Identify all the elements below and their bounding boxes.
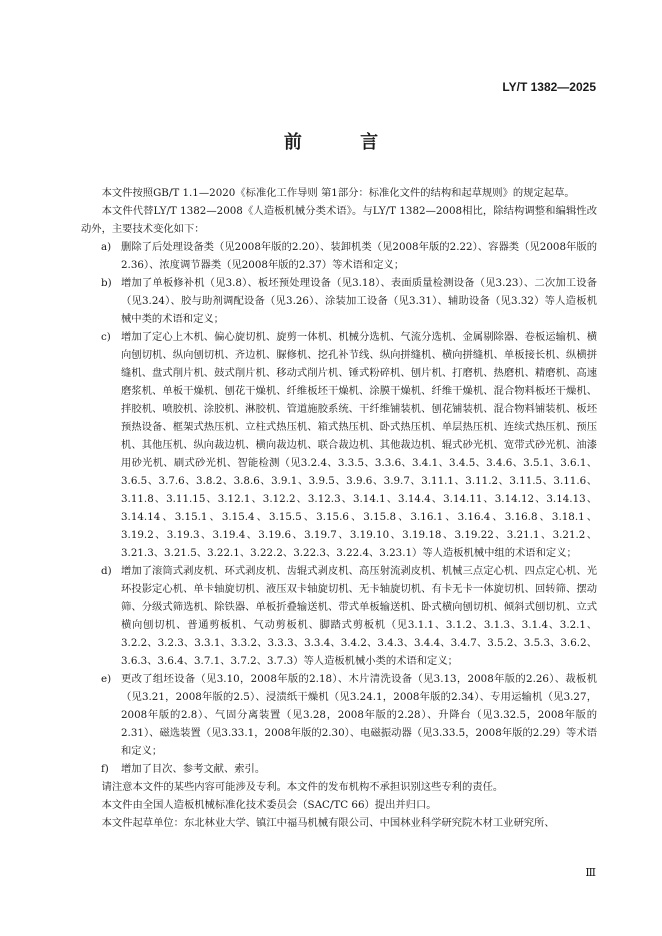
change-item: [81, 562, 597, 670]
paragraph-patent-notice: 请注意本文件的某些内容可能涉及专利。本文件的发布机构不承担识别这些专利的责任。: [101, 781, 504, 793]
change-item: [81, 274, 597, 328]
change-item: [81, 760, 597, 778]
change-item: [81, 670, 597, 760]
change-item-marker: d): [101, 565, 112, 577]
change-item-marker: e): [101, 673, 112, 685]
change-item: [81, 328, 597, 562]
change-item-text: 增加了单板修补机（见3.8）、板坯预处理设备（见3.18）、表面质量检测设备（见3.23）、二次加工设备（见3.24）、胶与助剂调配设备（见3.26）、涂装加工设备（见3.31）、辅助设备（见3.32）等人造板机械中类的术语和定义；: [121, 277, 597, 325]
paragraph-scope: 本文件按照GB/T 1.1—2020《标准化工作导则 第1部分：标准化文件的结构和起草规则》的规定起草。: [101, 187, 575, 199]
change-item-text: 增加了滚筒式剥皮机、环式剥皮机、齿辊式剥皮机、高压射流剥皮机、机械三点定心机、四点定心机、光环投影定心机、单卡轴旋切机、液压双卡轴旋切机、无卡轴旋切机、有卡无卡一体旋切机、回转筛、摆动筛、分级式筛选机、除铁器、单板折叠输送机、带式单板输送机、卧式横向刨切机、倾斜式刨切机、立式横向刨切机、普通剪板机、气动剪板机、脚踏式剪板机（见3.1.1、3.1.2、3.1.3、3.1.4、3.2.1、3.2.2、3.2.3、3.3.1、3.3.2、3.3.3、3.3.4、3.4.2、3.4.3、3.4.4、3.4.7、3.5.2、3.5.3、3.6.2、3.6.3、3.6.4、3.7.1、3.7.2、3.7.3）等人造板机械小类的术语和定义；: [121, 565, 597, 667]
change-item-text: 删除了后处理设备类（见2008年版的2.20）、装卸机类（见2008年版的2.22）、容器类（见2008年版的2.36）、浓度调节器类（见2008年版的2.37）等术语和定义；: [121, 241, 597, 271]
paragraph-drafting-units: 本文件起草单位：东北林业大学、镇江中福马机械有限公司、中国林业科学研究院木材工业研究所、: [101, 817, 555, 829]
change-item-text: 更改了组坯设备（见3.10，2008年版的2.18）、木片清洗设备（见3.13，2008年版的2.26）、裁板机（见3.21，2008年版的2.5）、浸渍纸干燥机（见3.24.1，2008年版的2.34）、专用运输机（见3.27，2008年版的2.8）、气固分离装置（见3.28，2008年版的2.28）、升降台（见3.32.5，2008年版的2.31）、磁选装置（见3.33.1，2008年版的2.30）、电磁振动器（见3.33.5，2008年版的2.29）等术语和定义；: [121, 673, 597, 757]
standard-number: LY/T 1382—2025: [502, 80, 596, 94]
change-item-marker: f): [101, 763, 109, 775]
change-item-marker: c): [101, 331, 111, 343]
change-item-marker: a): [101, 241, 112, 253]
change-item-text: 增加了定心上木机、偏心旋切机、旋剪一体机、机械分选机、气流分选机、金属剔除器、卷板运输机、横向刨切机、纵向刨切机、齐边机、脲修机、挖孔补节线、纵向拼缝机、横向拼缝机、单板接长机、纵横拼缝机、盘式削片机、鼓式削片机、移动式削片机、锤式粉碎机、刨片机、打磨机、热磨机、精磨机、高速磨浆机、单板干燥机、刨花干燥机、纤维板坯干燥机、涂膜干燥机、纤维干燥机、混合物料板坯干燥机、拌胶机、喷胶机、涂胶机、淋胶机、管道施胶系统、干纤维铺装机、刨花铺装机、混合物料铺装机、板坯预热设备、框架式热压机、立柱式热压机、箱式热压机、卧式热压机、单层热压机、连续式热压机、预压机、其他压机、纵向裁边机、横向裁边机、联合裁边机、其他裁边机、辊式砂光机、宽带式砂光机、油漆用砂光机、刷式砂光机、智能检测（见3.2.4、3.3.5、3.3.6、3.4.1、3.4.5、3.4.6、3.5.1、3.6.1、3.6.5、3.7.6、3.8.2、3.8.6、3.9.1、3.9.5、3.9.6、3.9.7、3.11.1、3.11.2、3.11.5、3.11.6、3.11.8、3.11.15、3.12.1、3.12.2、3.12.3、3.14.1、3.14.4、3.14.11、3.14.12、3.14.13、3.14.14、3.15.1、3.15.4、3.15.5、3.15.6、3.15.8、3.16.1、3.16.4、3.16.8、3.18.1、3.19.2、3.19.3、3.19.4、3.19.6、3.19.7、3.19.10、3.19.18、3.19.22、3.21.1、3.21.2、3.21.3、3.21.5、3.22.1、3.22.2、3.22.3、3.22.4、3.23.1）等人造板机械中组的术语和定义；: [121, 331, 597, 559]
foreword-body: [81, 184, 597, 832]
change-item: [81, 238, 597, 274]
change-item-marker: b): [101, 277, 112, 289]
paragraph-replacement: 本文件代替LY/T 1382—2008《人造板机械分类术语》。与LY/T 1382—2008相比，除结构调整和编辑性改动外，主要技术变化如下：: [81, 205, 597, 235]
change-item-text: 增加了目次、参考文献、索引。: [121, 763, 266, 775]
page-number: Ⅲ: [585, 866, 596, 879]
page-title: 前 言: [283, 132, 405, 153]
paragraph-proposer: 本文件由全国人造板机械标准化技术委员会（SAC/TC 66）提出并归口。: [101, 799, 437, 811]
